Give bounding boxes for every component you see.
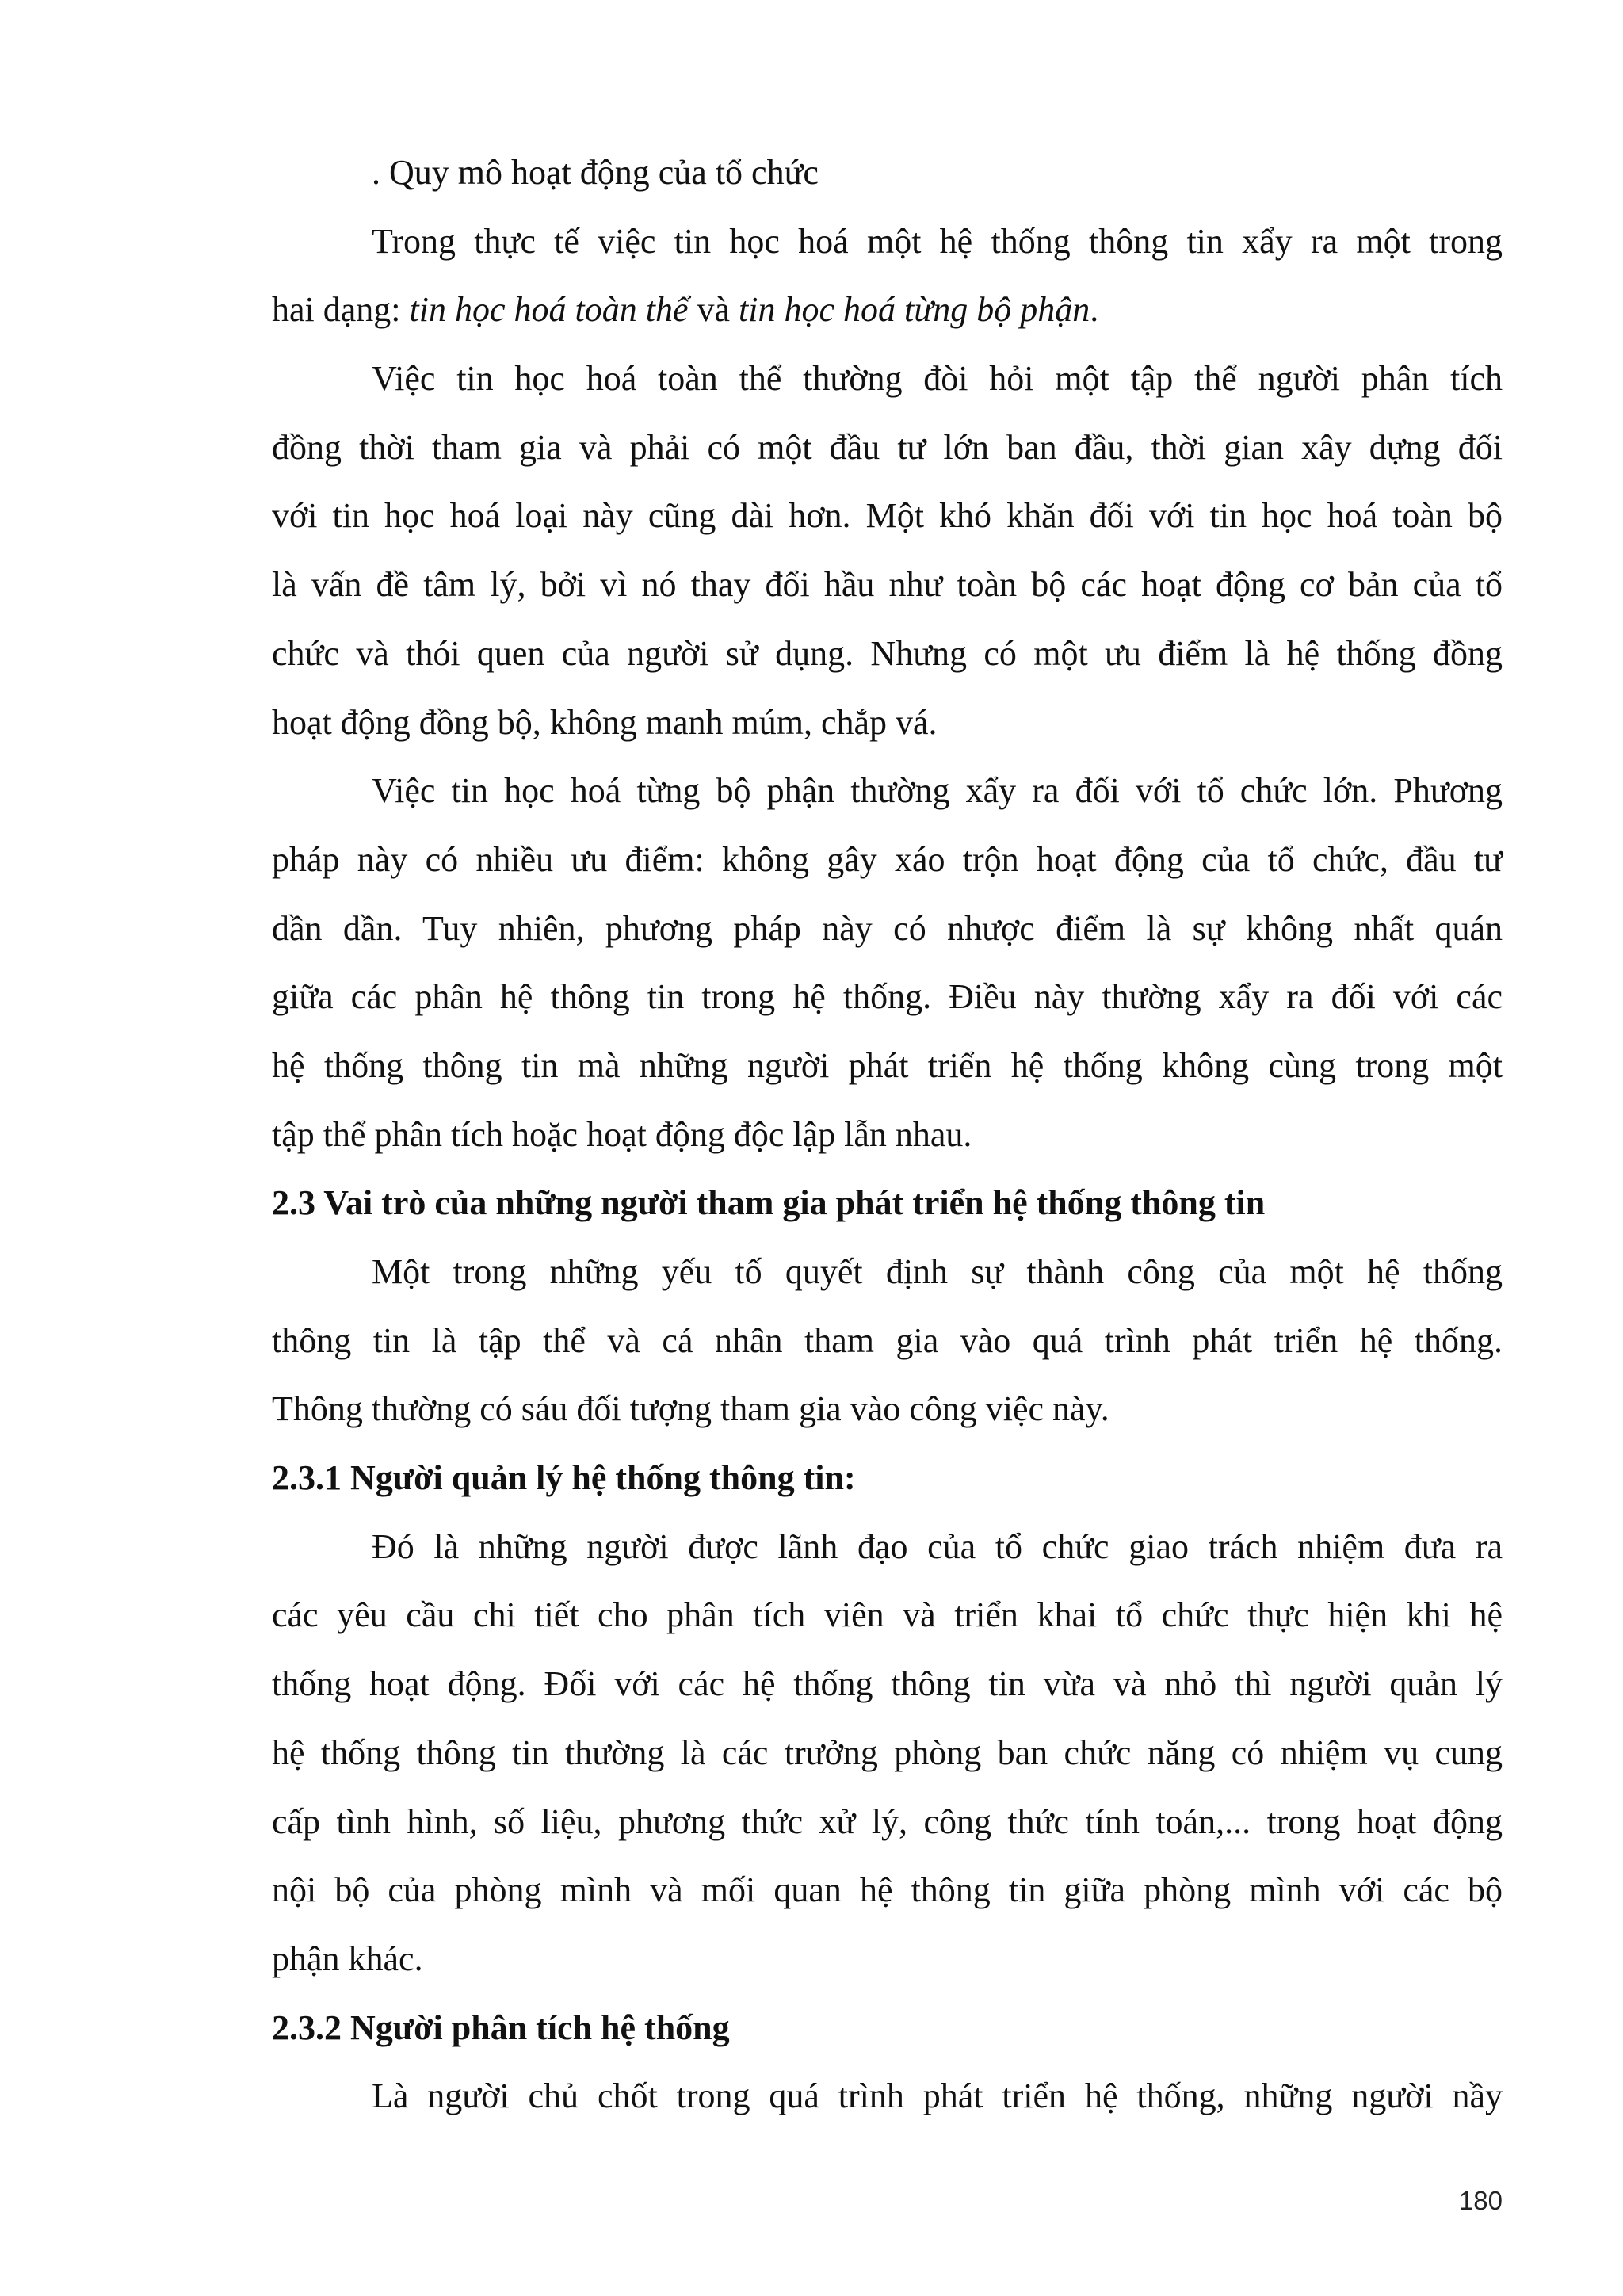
paragraph-line: cấp tình hình, số liệu, phương thức xử lý, công thức tính toán,... trong hoạt động — [272, 1801, 1503, 1841]
paragraph-line: Là người chủ chốt trong quá trình phát triển hệ thống, những người nầy — [372, 2076, 1503, 2116]
paragraph-line: giữa các phân hệ thông tin trong hệ thống. Điều này thường xẩy ra đối với các — [272, 977, 1503, 1017]
paragraph-line: Một trong những yếu tố quyết định sự thành công của một hệ thống — [372, 1252, 1503, 1291]
paragraph-line: hoạt động đồng bộ, không manh múm, chắp vá. — [272, 702, 938, 742]
paragraph-line: Đó là những người được lãnh đạo của tổ chức giao trách nhiệm đưa ra — [372, 1526, 1503, 1566]
text-run: . — [1090, 290, 1099, 330]
paragraph-line: thông tin là tập thể và cá nhân tham gia vào quá trình phát triển hệ thống. — [272, 1320, 1503, 1360]
paragraph-line: phận khác. — [272, 1939, 423, 1978]
text-run: và — [688, 290, 739, 330]
paragraph-line: với tin học hoá loại này cũng dài hơn. Một khó khăn đối với tin học hoá toàn bộ — [272, 496, 1503, 536]
section-heading: 2.3 Vai trò của những người tham gia phát triển hệ thống thông tin — [272, 1183, 1266, 1223]
subsection-heading: 2.3.2 Người phân tích hệ thống — [272, 2008, 730, 2047]
italic-term: tin học hoá từng bộ phận — [739, 290, 1090, 330]
paragraph-line: thống hoạt động. Đối với các hệ thống thông tin vừa và nhỏ thì người quản lý — [272, 1664, 1503, 1704]
subsection-heading: 2.3.1 Người quản lý hệ thống thông tin: — [272, 1458, 856, 1498]
paragraph-line: Trong thực tế việc tin học hoá một hệ thống thông tin xẩy ra một trong — [372, 221, 1503, 261]
page-content — [272, 139, 1503, 2131]
paragraph-line: các yêu cầu chi tiết cho phân tích viên và triển khai tổ chức thực hiện khi hệ — [272, 1595, 1503, 1635]
paragraph-line: tập thể phân tích hoặc hoạt động độc lập lẫn nhau. — [272, 1114, 972, 1154]
bullet-line: . Quy mô hoạt động của tổ chức — [372, 153, 819, 192]
paragraph-line: đồng thời tham gia và phải có một đầu tư lớn ban đầu, thời gian xây dựng đối — [272, 427, 1503, 467]
paragraph-line: chức và thói quen của người sử dụng. Nhưng có một ưu điểm là hệ thống đồng — [272, 633, 1503, 673]
paragraph-line: Thông thường có sáu đối tượng tham gia vào công việc này. — [272, 1389, 1109, 1429]
paragraph-line: hệ thống thông tin thường là các trưởng phòng ban chức năng có nhiệm vụ cung — [272, 1733, 1503, 1772]
italic-term: tin học hoá toàn thể — [409, 290, 689, 330]
paragraph-line: hệ thống thông tin mà những người phát triển hệ thống không cùng trong một — [272, 1045, 1503, 1085]
text-run: hai dạng: — [272, 290, 410, 330]
paragraph-line: nội bộ của phòng mình và mối quan hệ thông tin giữa phòng mình với các bộ — [272, 1870, 1503, 1910]
paragraph-line: Việc tin học hoá từng bộ phận thường xẩy ra đối với tổ chức lớn. Phương — [372, 771, 1503, 811]
paragraph-line: Việc tin học hoá toàn thể thường đòi hỏi một tập thể người phân tích — [372, 359, 1503, 399]
paragraph-line: dần dần. Tuy nhiên, phương pháp này có nhược điểm là sự không nhất quán — [272, 908, 1503, 948]
page-number: 180 — [1458, 2186, 1503, 2215]
paragraph-line: pháp này có nhiều ưu điểm: không gây xáo trộn hoạt động của tổ chức, đầu tư — [272, 839, 1503, 879]
paragraph-line: là vấn đề tâm lý, bởi vì nó thay đổi hầu như toàn bộ các hoạt động cơ bản của tổ — [272, 565, 1503, 605]
paragraph-line — [272, 276, 1503, 345]
